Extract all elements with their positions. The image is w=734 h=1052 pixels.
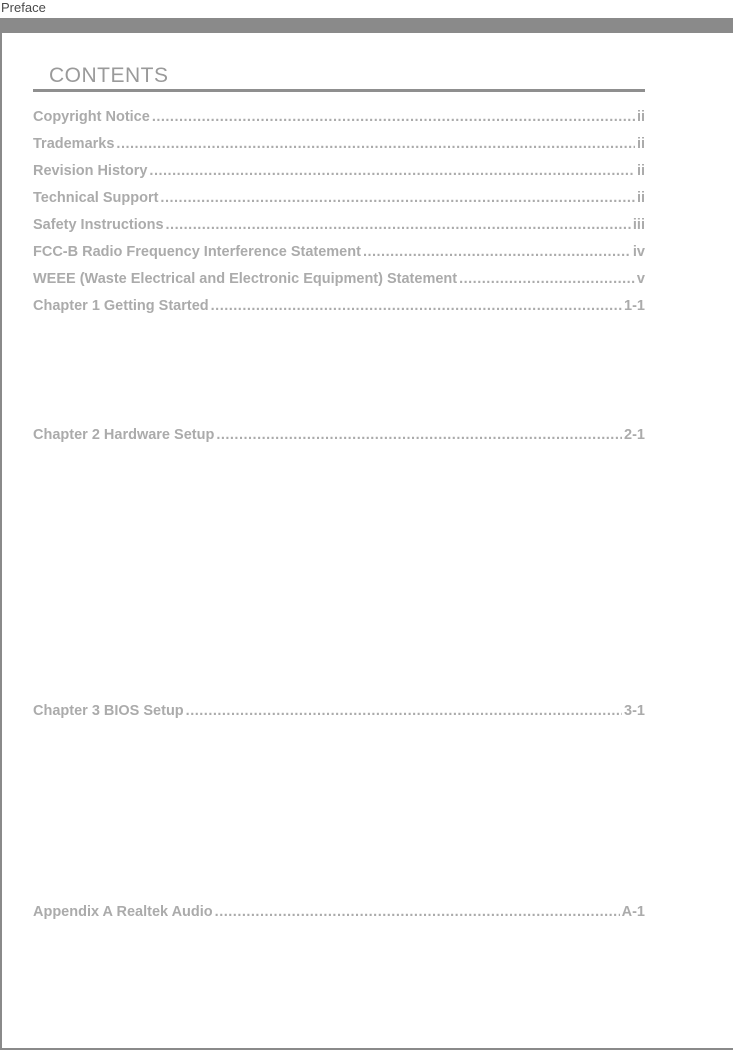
toc-entry-title: Technical Support — [33, 190, 159, 206]
dot-leader — [149, 162, 635, 180]
section-label: Preface — [1, 0, 46, 15]
dot-leader — [152, 108, 635, 126]
toc-entry-page: ii — [636, 163, 645, 179]
toc-entry-appendix-a[interactable] — [33, 903, 645, 921]
toc-entry-page: ii — [636, 190, 645, 206]
toc-entry-fcc-statement[interactable] — [33, 243, 645, 261]
header-band — [2, 18, 733, 33]
heading-rule — [33, 89, 645, 92]
toc-entry-chapter-1[interactable] — [33, 297, 645, 315]
toc-entry-technical-support[interactable] — [33, 189, 645, 207]
toc-entry-title: Chapter 3 BIOS Setup — [33, 703, 184, 719]
contents-heading: CONTENTS — [49, 64, 169, 87]
dot-leader — [215, 903, 620, 921]
toc-entry-page: 1-1 — [624, 298, 645, 314]
toc-entry-page: v — [636, 271, 645, 287]
dot-leader — [116, 135, 635, 153]
dot-leader — [160, 189, 635, 207]
toc-entry-page: ii — [636, 109, 645, 125]
dot-leader — [186, 702, 622, 720]
toc-entry-page: 2-1 — [624, 427, 645, 443]
toc-entry-chapter-2[interactable] — [33, 426, 645, 444]
toc-entry-title: Appendix A Realtek Audio — [33, 904, 213, 920]
toc-entry-page: A-1 — [621, 904, 645, 920]
dot-leader — [216, 426, 622, 444]
toc-entry-page: iii — [632, 217, 645, 233]
dot-leader — [459, 270, 635, 288]
toc-entry-title: WEEE (Waste Electrical and Electronic Equipment) Statement — [33, 271, 458, 287]
toc-entry-chapter-3[interactable] — [33, 702, 645, 720]
toc-entry-copyright[interactable] — [33, 108, 645, 126]
dot-leader — [211, 297, 622, 315]
toc-entry-page: ii — [636, 136, 645, 152]
toc-entry-title: Copyright Notice — [33, 109, 150, 125]
toc-entry-safety-instructions[interactable] — [33, 216, 645, 234]
page-frame — [0, 18, 733, 1050]
toc-entry-page: 3-1 — [624, 703, 645, 719]
toc-entry-revision-history[interactable] — [33, 162, 645, 180]
toc-entry-trademarks[interactable] — [33, 135, 645, 153]
toc-entry-title: Revision History — [33, 163, 148, 179]
toc-entry-title: Chapter 2 Hardware Setup — [33, 427, 215, 443]
dot-leader — [363, 243, 631, 261]
toc-entry-title: Chapter 1 Getting Started — [33, 298, 209, 314]
toc-entry-title: FCC-B Radio Frequency Interference Statement — [33, 244, 361, 260]
toc-entry-page: iv — [632, 244, 645, 260]
toc-entry-weee-statement[interactable] — [33, 270, 645, 288]
toc-entry-title: Trademarks — [33, 136, 115, 152]
toc-entry-title: Safety Instructions — [33, 217, 164, 233]
dot-leader — [166, 216, 631, 234]
